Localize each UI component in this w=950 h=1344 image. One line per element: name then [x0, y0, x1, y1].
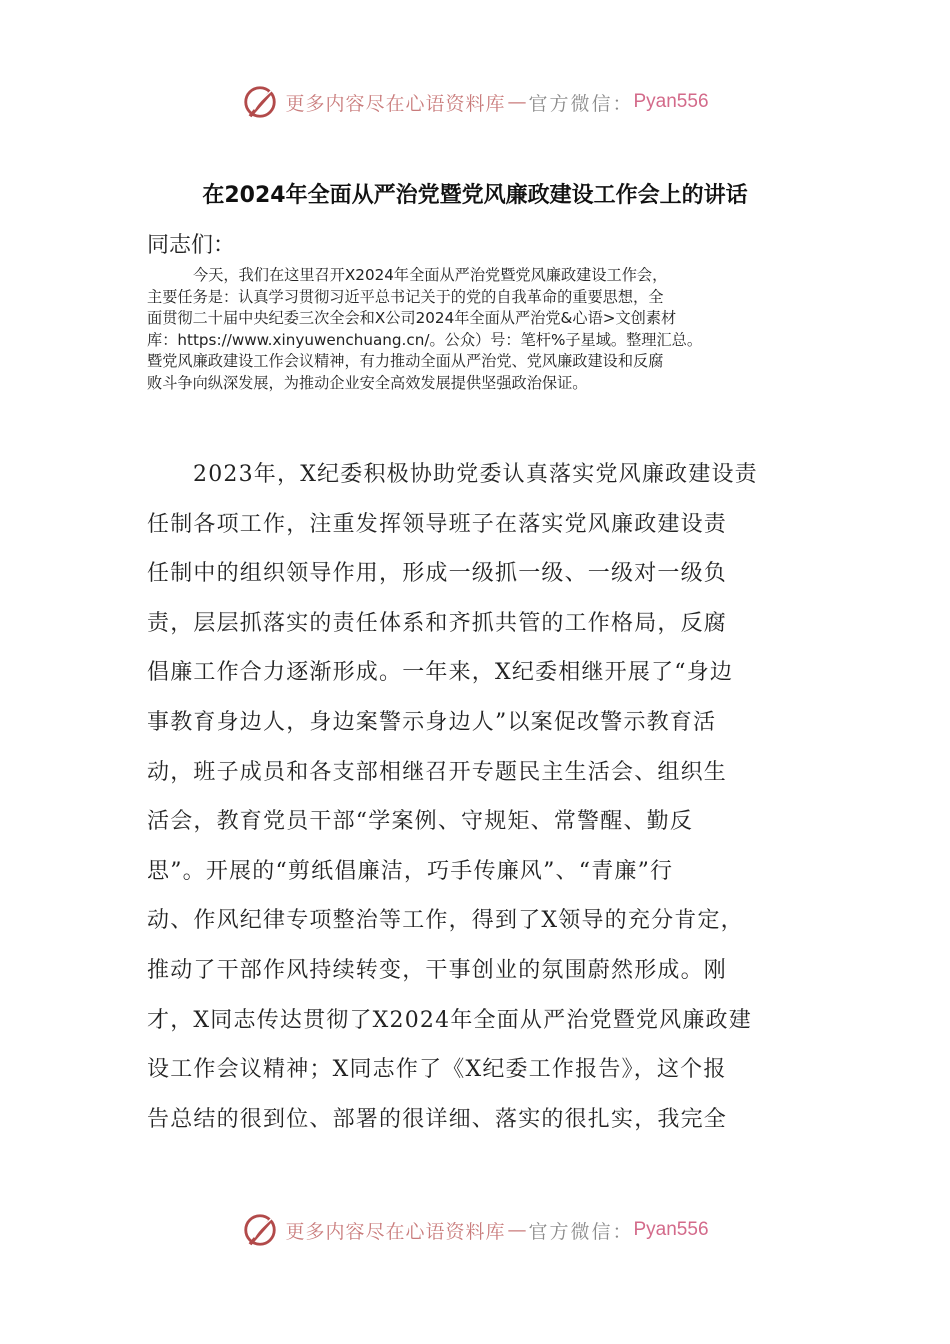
- footer-watermark-banner: [0, 1210, 950, 1250]
- quill-logo-icon: [241, 1211, 279, 1249]
- body-line: 推动了干部作风持续转变，干事创业的氛围蔚然形成。刚: [147, 957, 728, 983]
- intro-line: 今天，我们在这里召开X2024年全面从严治党暨党风廉政建设工作会，: [193, 266, 668, 284]
- intro-line: 暨党风廉政建设工作会议精神，有力推动全面从严治党、党风廉政建设和反腐: [147, 352, 664, 371]
- body-line: 动，班子成员和各支部相继召开专题民主生活会、组织生: [147, 759, 728, 785]
- intro-line: 面贯彻二十届中央纪委三次全会和X公司2024年全面从严治党&心语>文创素材: [147, 309, 677, 328]
- body-line: 活会，教育党员干部“学案例、守规矩、常警醒、勤反: [147, 809, 694, 835]
- banner-wechat-id: Pyan556: [633, 91, 709, 112]
- header-watermark-banner: [0, 82, 950, 122]
- body-line: 责，层层抓落实的责任体系和齐抓共管的工作格局，反腐: [147, 610, 728, 636]
- banner-dash: —: [507, 91, 527, 113]
- banner-text: 更多内容尽在心语资料库: [285, 1220, 506, 1243]
- quill-logo-icon: [241, 83, 279, 121]
- banner-text: 更多内容尽在心语资料库: [285, 92, 506, 115]
- body-line: 倡廉工作合力逐渐形成。一年来，X纪委相继开展了“身边: [147, 660, 734, 686]
- document-title: 在2024年全面从严治党暨党风廉政建设工作会上的讲话: [202, 183, 748, 208]
- intro-line: 库：https://www.xinyuwenchuang.cn/。公众）号：笔杆%子星域。整理汇总。: [147, 330, 703, 349]
- body-line: 事教育身边人，身边案警示身边人”以案促改警示教育活: [147, 709, 717, 735]
- intro-paragraph: [147, 265, 812, 395]
- body-line: 告总结的很到位、部署的很详细、落实的很扎实，我完全: [147, 1106, 728, 1132]
- banner-dash: —: [507, 1219, 527, 1241]
- body-line: 动、作风纪律专项整治等工作，得到了X领导的充分肯定，: [147, 908, 744, 934]
- body-line: 任制中的组织领导作用，形成一级抓一级、一级对一级负: [147, 561, 728, 587]
- body-line: 思”。开展的“剪纸倡廉洁，巧手传廉风”、“青廉”行: [147, 858, 674, 884]
- banner-wechat-label: 官方微信：: [528, 92, 634, 115]
- body-line: 2023年，X纪委积极协助党委认真落实党风廉政建设责: [193, 462, 758, 487]
- intro-line: 败斗争向纵深发展，为推动企业安全高效发展提供坚强政治保证。: [147, 373, 588, 392]
- intro-line: 主要任务是：认真学习贯彻习近平总书记关于的党的自我革命的重要思想，全: [147, 287, 664, 306]
- banner-wechat-label: 官方微信：: [528, 1220, 634, 1243]
- body-line: 任制各项工作，注重发挥领导班子在落实党风廉政建设责: [147, 511, 728, 537]
- banner-wechat-id: Pyan556: [633, 1219, 709, 1240]
- salutation: 同志们：: [147, 233, 236, 258]
- body-line: 设工作会议精神；X同志作了《X纪委工作报告》，这个报: [147, 1057, 727, 1083]
- body-line: 才，X同志传达贯彻了X2024年全面从严治党暨党风廉政建: [147, 1007, 752, 1033]
- body-paragraph: [147, 450, 812, 1144]
